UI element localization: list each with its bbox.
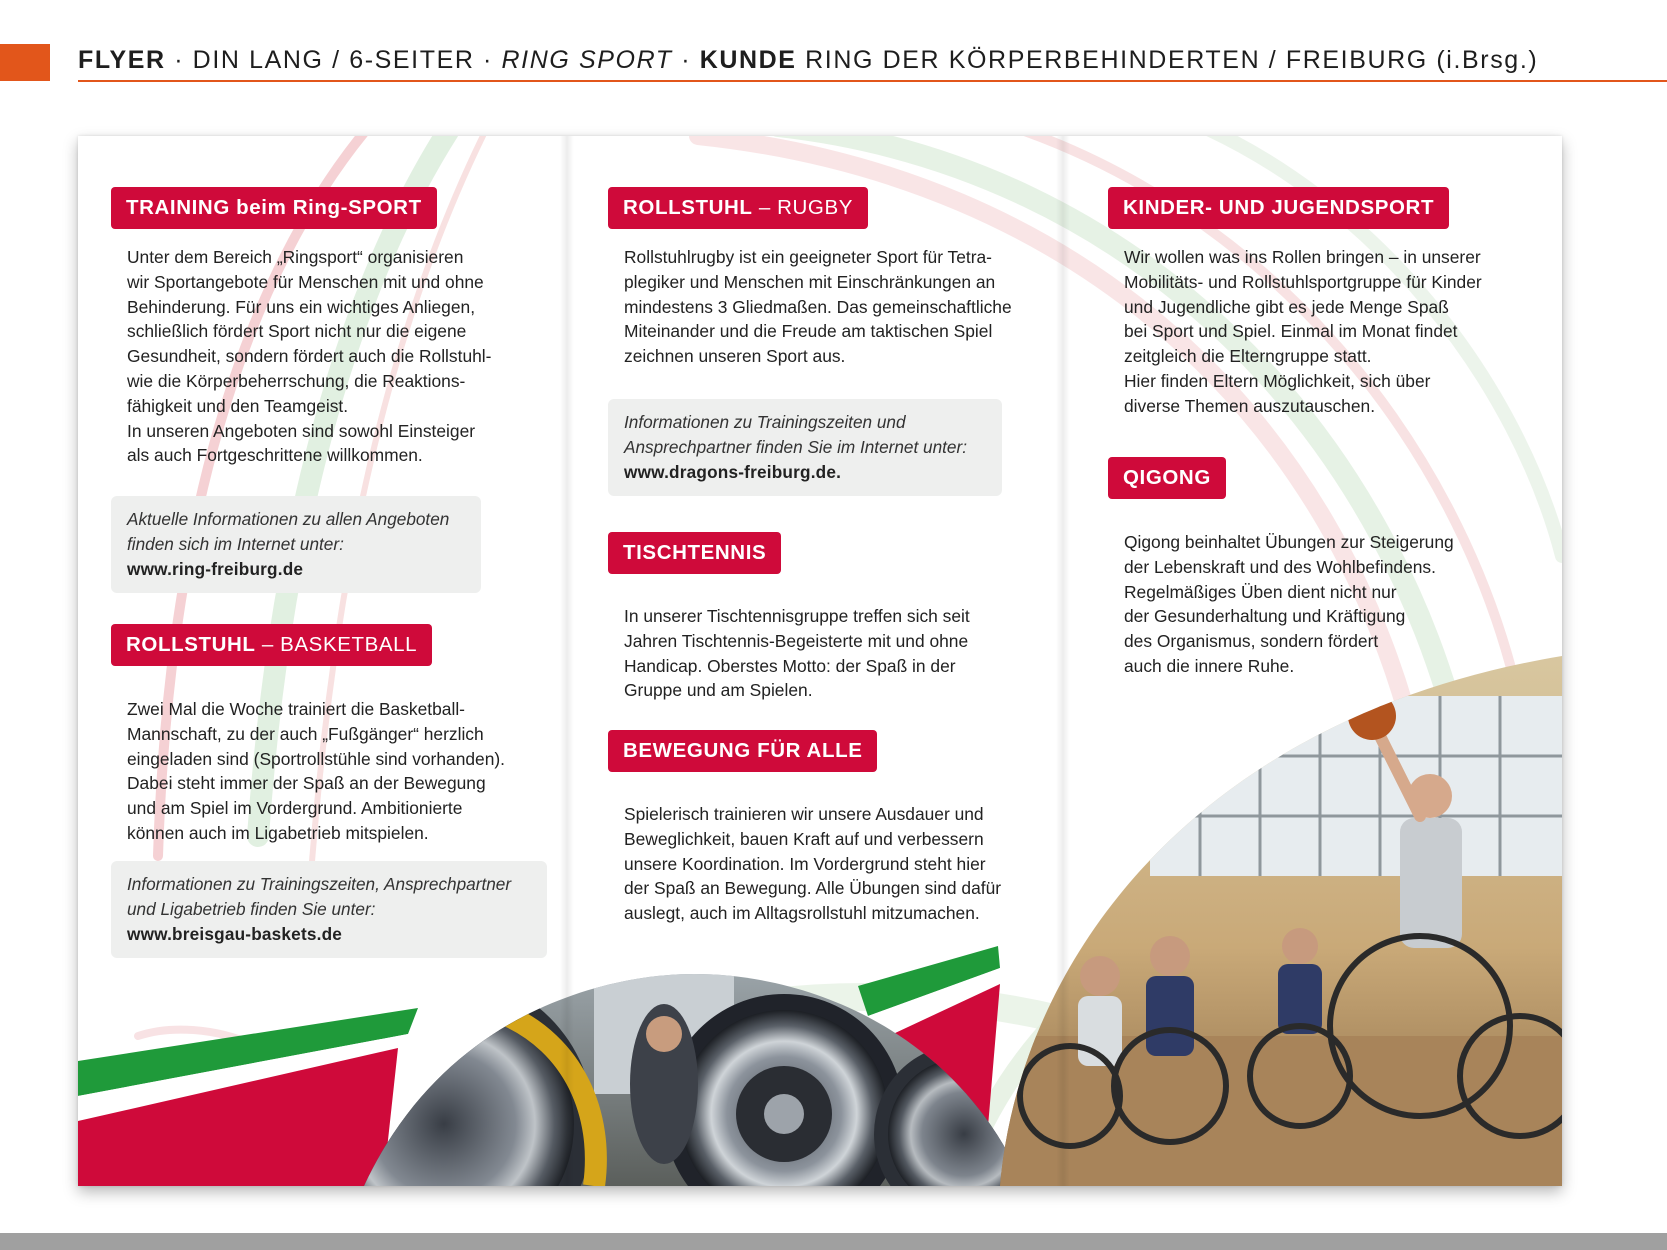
text-line: Gruppe und am Spielen. (624, 680, 813, 701)
text-line: plegiker und Menschen mit Einschränkungen an (624, 271, 996, 292)
info-box-training (111, 496, 481, 593)
header-accent-bar (0, 44, 50, 81)
text-line: Jahren Tischtennis-Begeisterte mit und ohne (624, 630, 969, 651)
text-line: Mobilitäts- und Rollstuhlsportgruppe für Kinder (1124, 271, 1482, 292)
text-line: eingeladen sind (Sportrollstühle sind vorhanden). (127, 748, 506, 769)
text-line: zeitgleich die Elterngruppe statt. (1124, 346, 1372, 367)
text-line: bei Sport und Spiel. Einmal im Monat findet (1124, 321, 1458, 342)
text-line: Dabei steht immer der Spaß an der Bewegung (127, 773, 486, 794)
link-dragons-freiburg[interactable]: www.dragons-freiburg.de. (624, 461, 842, 482)
text-line: Wir wollen was ins Rollen bringen – in unserer (1124, 247, 1481, 267)
text-line: Gesundheit, sondern fördert auch die Rollstuhl- (127, 346, 492, 367)
text-line: auch die innere Ruhe. (1124, 655, 1295, 676)
page-header-title (78, 46, 1538, 75)
text-line: Hier finden Eltern Möglichkeit, sich über (1124, 370, 1431, 391)
basketball-photo-art (1000, 656, 1562, 1186)
info-line: Informationen zu Trainingszeiten, Ansprechpartner (127, 874, 512, 894)
text-line: mindestens 3 Gliedmaßen. Das gemeinschaftliche (624, 296, 1012, 317)
header-rule (78, 80, 1667, 82)
basketball-players-photo (1000, 656, 1562, 1186)
info-line: finden sich im Internet unter: (127, 533, 344, 554)
text-line: Behinderung. Für uns ein wichtiges Anliegen, (127, 296, 476, 317)
text-line: unsere Koordination. Im Vordergrund steht hier (624, 853, 986, 874)
qigong-text (1124, 530, 1454, 679)
text-line: können auch im Ligabetrieb mitspielen. (127, 822, 429, 843)
text-line: In unseren Angeboten sind sowohl Einsteiger (127, 420, 476, 441)
tischtennis-text (624, 604, 970, 703)
training-text (127, 245, 491, 468)
link-breisgau-baskets[interactable]: www.breisgau-baskets.de (127, 923, 343, 944)
info-line: Ansprechpartner finden Sie im Internet unter: (624, 436, 967, 457)
basketball-text (127, 697, 505, 846)
header-kunde: KUNDE (699, 46, 797, 74)
tag-kinder (1108, 187, 1449, 229)
text-line: wir Sportangebote für Menschen mit und ohne (127, 271, 484, 292)
text-line: auslegt, auch im Alltagsrollstuhl mitzumachen. (624, 903, 980, 924)
text-line: Zwei Mal die Woche trainiert die Basketball- (127, 699, 465, 719)
tag-training (111, 187, 437, 229)
flyer-spread (78, 136, 1562, 1186)
text-line: Spielerisch trainieren wir unsere Ausdauer und (624, 804, 984, 824)
header-product: RING SPORT (501, 46, 673, 74)
text-line: der Spaß an Bewegung. Alle Übungen sind dafür (624, 878, 1002, 899)
text-line: und am Spiel im Vordergrund. Ambitionierte (127, 798, 463, 819)
kinder-text (1124, 245, 1482, 419)
info-line: Informationen zu Trainingszeiten und (624, 412, 906, 432)
tag-training-label: TRAINING beim Ring-SPORT (126, 196, 422, 219)
rugby-text (624, 245, 1012, 369)
text-line: des Organismus, sondern fördert (1124, 631, 1379, 652)
tag-bewegung-label: BEWEGUNG FÜR ALLE (623, 739, 863, 762)
tag-tischtennis-label: TISCHTENNIS (623, 541, 767, 564)
header-sep: · (672, 46, 700, 74)
tag-qigong (1108, 457, 1226, 499)
tag-basketball-normal: – BASKETBALL (255, 633, 418, 656)
tag-basketball-bold: ROLLSTUHL (126, 633, 256, 656)
info-line: Aktuelle Informationen zu allen Angeboten (127, 509, 450, 529)
text-line: wie die Körperbeherrschung, die Reaktions- (127, 370, 466, 391)
text-line: der Gesunderhaltung und Kräftigung (1124, 606, 1406, 627)
text-line: Miteinander und die Freude am taktischen Spiel (624, 321, 993, 342)
wheels-photo-art (364, 974, 1024, 1186)
text-line: Mannschaft, zu der auch „Fußgänger“ herzlich (127, 723, 484, 744)
tag-rugby-normal: – RUGBY (752, 196, 854, 219)
text-line: Rollstuhlrugby ist ein geeigneter Sport für Tetra- (624, 247, 992, 267)
tag-kinder-label: KINDER- UND JUGENDSPORT (1123, 196, 1435, 219)
info-box-rugby (608, 399, 1002, 496)
tag-rugby (608, 187, 868, 229)
text-line: Regelmäßiges Üben dient nicht nur (1124, 581, 1397, 602)
header-client: RING DER KÖRPERBEHINDERTEN / FREIBURG (i.Brsg.) (796, 46, 1539, 74)
text-line: Beweglichkeit, bauen Kraft auf und verbessern (624, 828, 984, 849)
wheels-photo (364, 974, 1024, 1186)
tag-tischtennis (608, 532, 781, 574)
bottom-band (0, 1233, 1667, 1250)
tag-rugby-bold: ROLLSTUHL (623, 196, 753, 219)
text-line: und Jugendliche gibt es jede Menge Spaß (1124, 296, 1449, 317)
tag-bewegung (608, 730, 877, 772)
info-line: und Ligabetrieb finden Sie unter: (127, 898, 376, 919)
text-line: als auch Fortgeschrittene willkommen. (127, 445, 423, 466)
tag-qigong-label: QIGONG (1123, 466, 1211, 489)
text-line: diverse Themen auszutauschen. (1124, 395, 1376, 416)
header-format: · DIN LANG / 6-SEITER · (165, 46, 502, 74)
text-line: fähigkeit und den Teamgeist. (127, 395, 349, 416)
text-line: Qigong beinhaltet Übungen zur Steigerung (1124, 532, 1454, 552)
text-line: In unserer Tischtennisgruppe treffen sich seit (624, 606, 970, 626)
text-line: Handicap. Oberstes Motto: der Spaß in der (624, 655, 956, 676)
link-ring-freiburg[interactable]: www.ring-freiburg.de (127, 558, 304, 579)
text-line: der Lebenskraft und des Wohlbefindens. (1124, 556, 1436, 577)
info-box-basketball (111, 861, 547, 958)
bewegung-text (624, 802, 1001, 926)
text-line: schließlich fördert Sport nicht nur die eigene (127, 321, 467, 342)
text-line: Unter dem Bereich „Ringsport“ organisieren (127, 247, 464, 267)
text-line: zeichnen unseren Sport aus. (624, 346, 846, 367)
header-flyer: FLYER (78, 46, 166, 74)
tag-basketball (111, 624, 432, 666)
